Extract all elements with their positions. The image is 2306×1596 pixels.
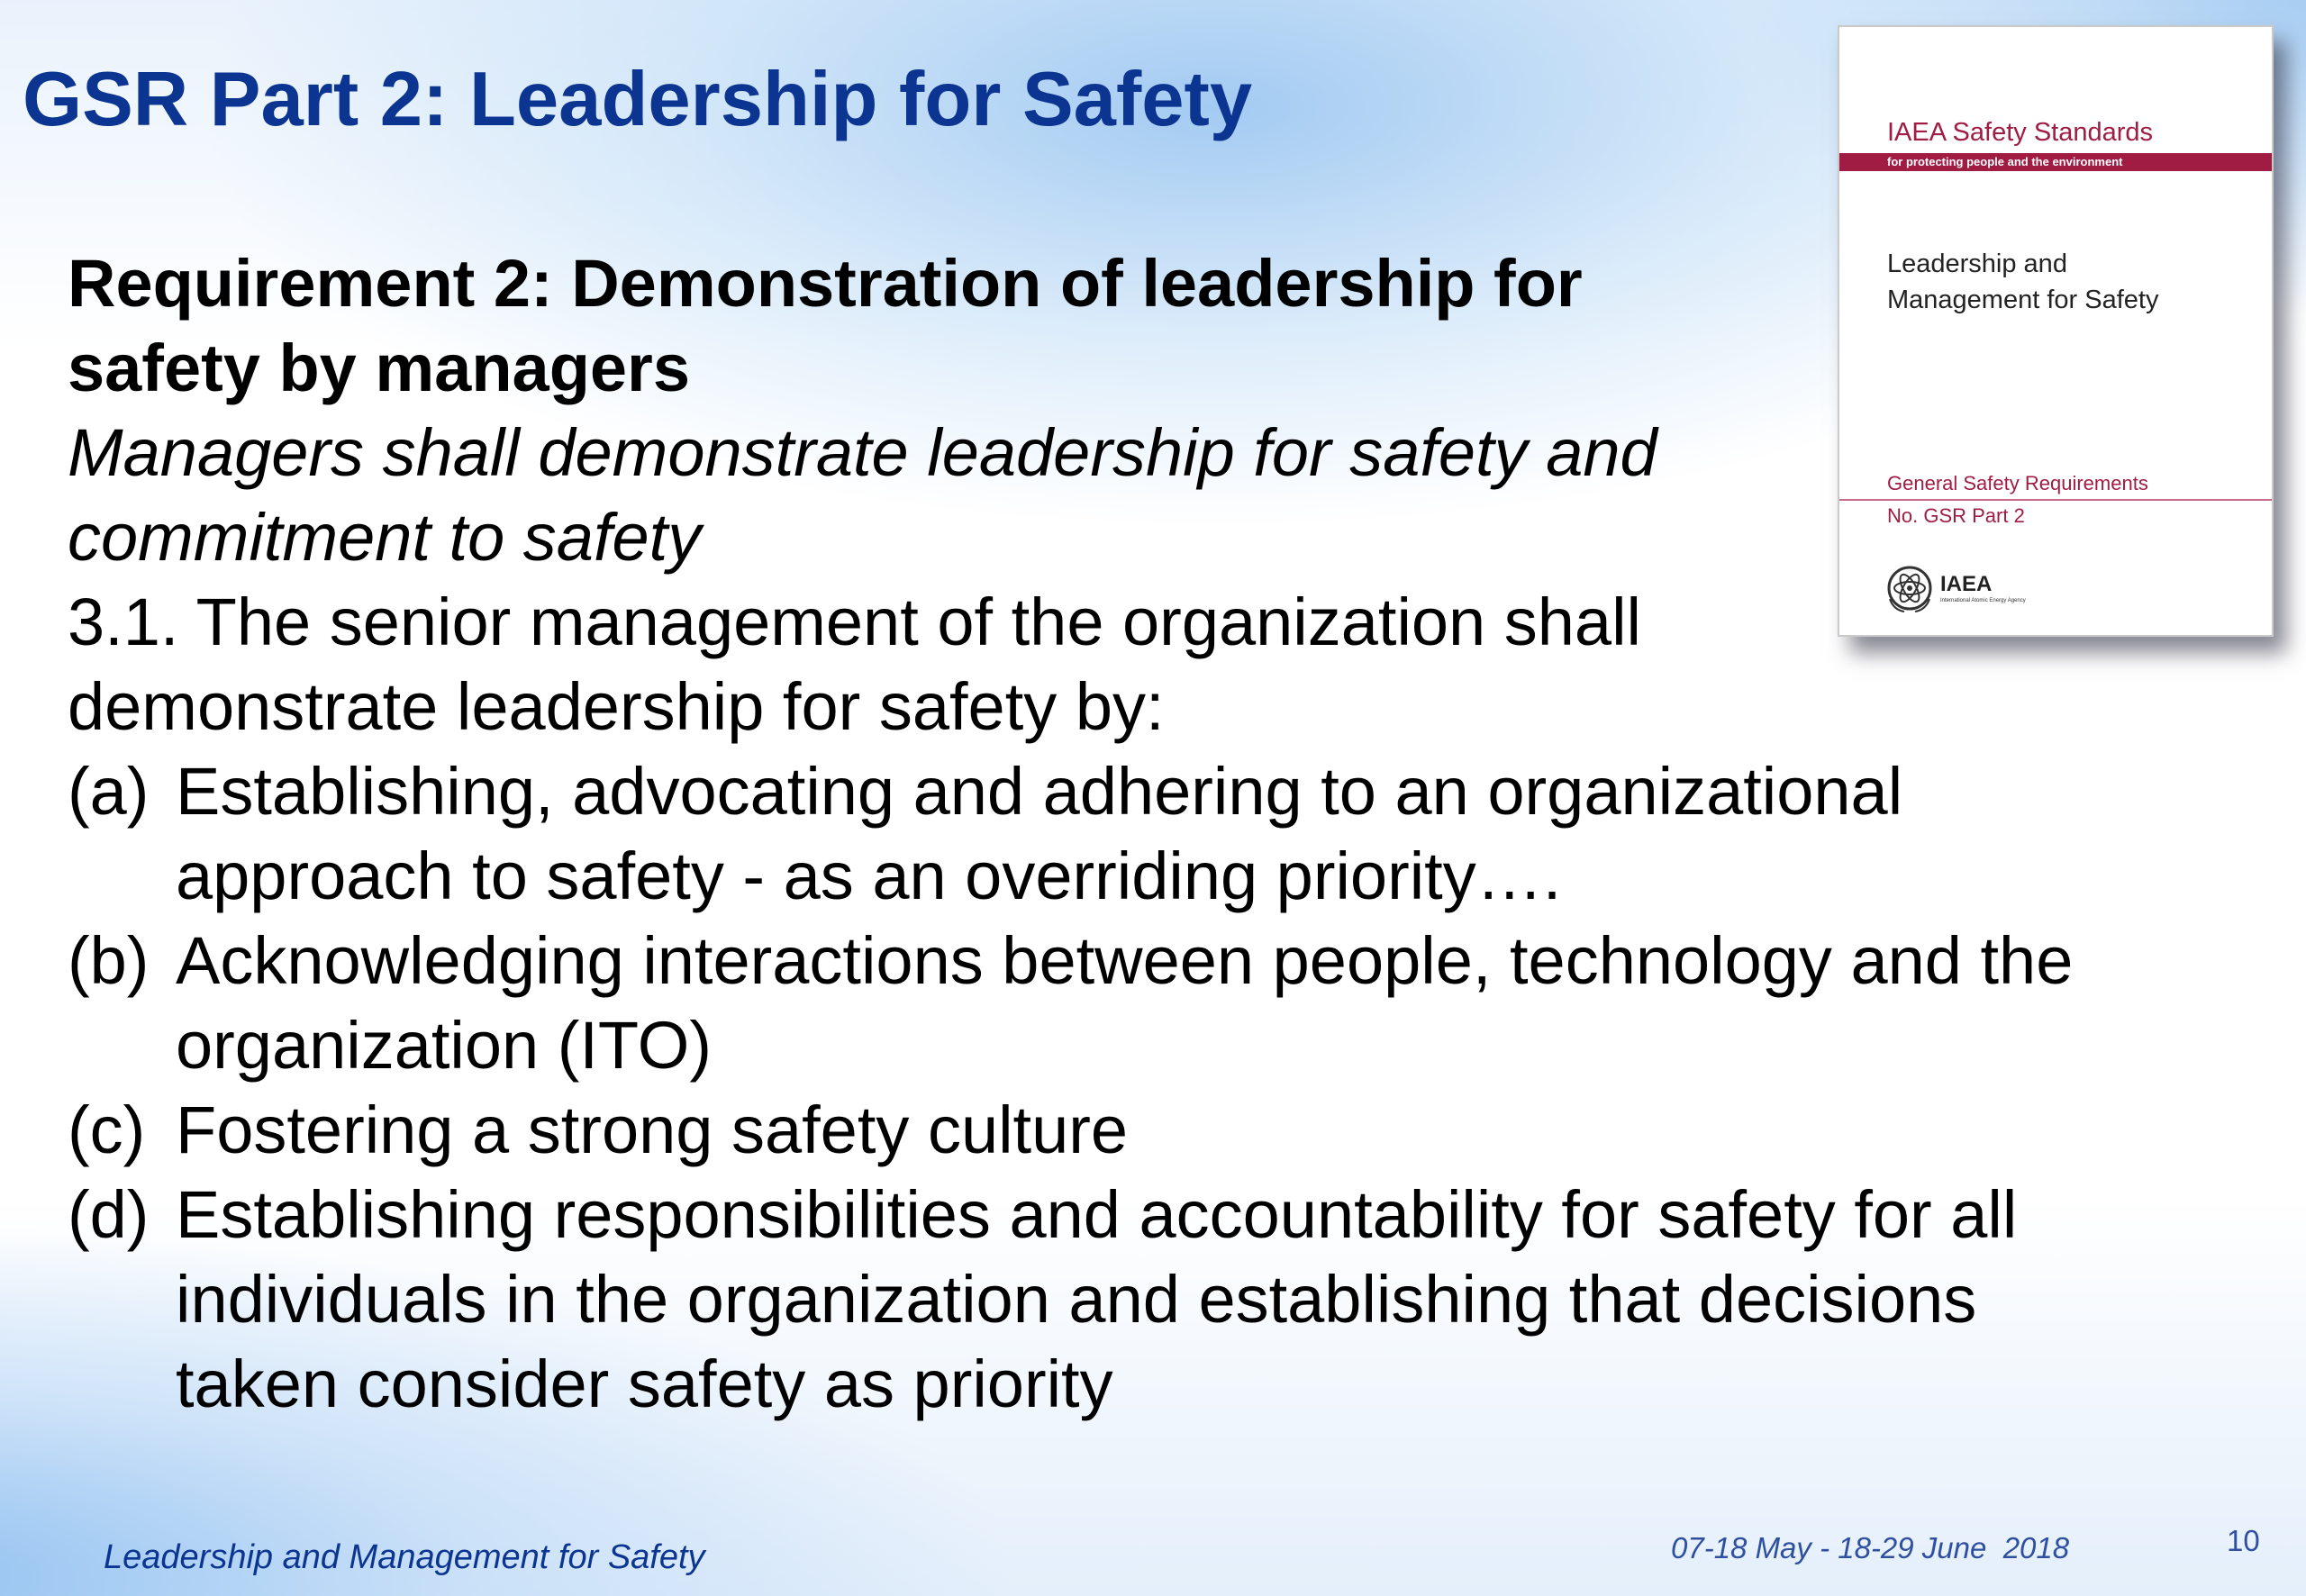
list-item-a [68,749,2265,919]
list-item-d [68,1173,2265,1427]
iaea-emblem-icon [1884,563,1935,613]
logo-text: IAEA [1940,571,1993,596]
list-marker: (b) [68,923,150,998]
list-item-b [68,919,2265,1088]
requirement-type: General Safety Requirements [1887,472,2148,494]
list-item-text: Establishing, advocating and adhering to an organizational approach to safety - as an overriding priority…. [176,754,1903,913]
list-marker: (c) [68,1093,146,1167]
series-title: IAEA Safety Standards [1887,118,2154,147]
page-number: 10 [2227,1524,2260,1557]
footer-date-range: 07-18 May - 18-29 June 2018 [1671,1531,2070,1564]
list-marker: (a) [68,754,150,829]
requirement-title: Requirement 2: Demonstration of leadership for safety by managers [68,246,1583,405]
book-title: Leadership and Management for Safety [1887,249,2159,314]
list-item-text: Establishing responsibilities and accountability for safety for all individuals in the organization and establishing that decisions taken consider safety as priority [176,1177,2018,1421]
requirement-number: No. GSR Part 2 [1887,504,2025,527]
list-item-text: Acknowledging interactions between people, technology and the organization (ITO) [176,923,2074,1083]
slide-title: GSR Part 2: Leadership for Safety [23,57,1253,142]
series-subtitle: for protecting people and the environment [1887,155,2123,168]
iaea-logo [1884,563,2026,613]
requirement-statement: Managers shall demonstrate leadership for safety and commitment to safety [68,415,1657,575]
leadership-list [68,749,2265,1427]
list-item-c [68,1088,2265,1173]
logo-subtext: International Atomic Energy Agency [1940,597,2026,603]
list-marker: (d) [68,1177,150,1252]
list-item-text: Fostering a strong safety culture [176,1093,1129,1167]
divider [1839,499,2272,501]
footer-course-title: Leadership and Management for Safety [104,1538,705,1576]
book-cover-image [1838,25,2274,637]
paragraph-3-1: 3.1. The senior management of the organization shall demonstrate leadership for safety by: [68,585,1641,744]
